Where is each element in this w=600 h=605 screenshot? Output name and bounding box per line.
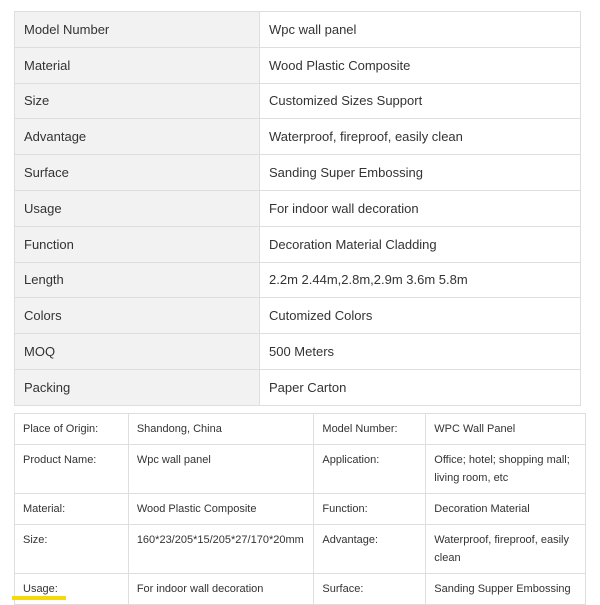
accent-bar — [12, 596, 66, 600]
detail-key: Model Number: — [314, 414, 426, 445]
spec-table — [14, 11, 581, 406]
detail-row — [15, 525, 586, 574]
spec-key: Function — [15, 226, 260, 262]
spec-value: Sanding Super Embossing — [260, 155, 581, 191]
spec-value: For indoor wall decoration — [260, 190, 581, 226]
spec-value: 500 Meters — [260, 334, 581, 370]
detail-table — [14, 413, 586, 605]
detail-key: Place of Origin: — [15, 414, 129, 445]
spec-key: Material — [15, 47, 260, 83]
spec-row — [15, 298, 581, 334]
spec-key: Surface — [15, 155, 260, 191]
detail-key: Material: — [15, 494, 129, 525]
detail-value: Office; hotel; shopping mall; living room, etc — [426, 445, 586, 494]
spec-row — [15, 47, 581, 83]
spec-key: Advantage — [15, 119, 260, 155]
detail-value: Wood Plastic Composite — [128, 494, 314, 525]
detail-key: Usage: — [15, 574, 129, 605]
spec-row — [15, 119, 581, 155]
detail-key: Size: — [15, 525, 129, 574]
detail-value: Wpc wall panel — [128, 445, 314, 494]
detail-value: 160*23/205*15/205*27/170*20mm — [128, 525, 314, 574]
spec-key: Model Number — [15, 12, 260, 48]
spec-value: Cutomized Colors — [260, 298, 581, 334]
spec-key: Length — [15, 262, 260, 298]
detail-key: Surface: — [314, 574, 426, 605]
detail-value: Waterproof, fireproof, easily clean — [426, 525, 586, 574]
spec-value: 2.2m 2.44m,2.8m,2.9m 3.6m 5.8m — [260, 262, 581, 298]
spec-row — [15, 155, 581, 191]
spec-row — [15, 12, 581, 48]
detail-value: For indoor wall decoration — [128, 574, 314, 605]
detail-value: Decoration Material — [426, 494, 586, 525]
detail-value: Sanding Supper Embossing — [426, 574, 586, 605]
detail-key: Application: — [314, 445, 426, 494]
detail-row — [15, 445, 586, 494]
detail-value: WPC Wall Panel — [426, 414, 586, 445]
spec-row — [15, 190, 581, 226]
spec-value: Customized Sizes Support — [260, 83, 581, 119]
spec-value: Wpc wall panel — [260, 12, 581, 48]
spec-value: Waterproof, fireproof, easily clean — [260, 119, 581, 155]
detail-key: Product Name: — [15, 445, 129, 494]
detail-value: Shandong, China — [128, 414, 314, 445]
spec-row — [15, 262, 581, 298]
spec-row — [15, 334, 581, 370]
spec-key: Packing — [15, 369, 260, 405]
spec-value: Wood Plastic Composite — [260, 47, 581, 83]
spec-row — [15, 369, 581, 405]
spec-key: Colors — [15, 298, 260, 334]
spec-value: Decoration Material Cladding — [260, 226, 581, 262]
spec-key: Size — [15, 83, 260, 119]
spec-key: Usage — [15, 190, 260, 226]
spec-value: Paper Carton — [260, 369, 581, 405]
detail-key: Advantage: — [314, 525, 426, 574]
detail-key: Function: — [314, 494, 426, 525]
spec-row — [15, 226, 581, 262]
detail-row — [15, 414, 586, 445]
spec-key: MOQ — [15, 334, 260, 370]
detail-row — [15, 494, 586, 525]
spec-row — [15, 83, 581, 119]
